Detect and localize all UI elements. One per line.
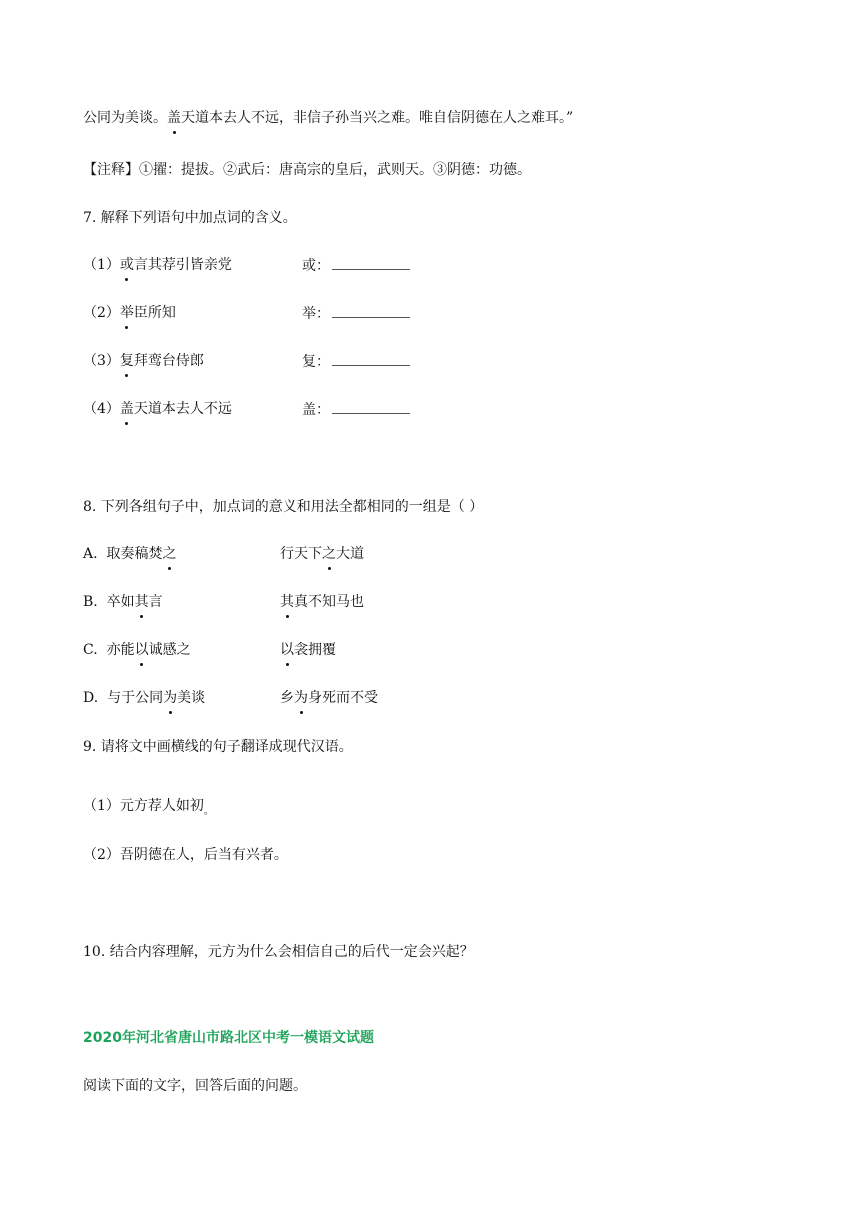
option-text: 行天下 (280, 546, 322, 562)
answer-label: 举： (302, 306, 330, 322)
dotted-char: 盖 (119, 401, 134, 417)
option-text: 身死而不受 (308, 690, 378, 706)
q7-answer-4 (302, 399, 410, 420)
dotted-char: 以 (280, 642, 294, 658)
q7-item-4 (83, 399, 232, 419)
item-text: 言其荐引皆亲党 (133, 257, 232, 273)
q8-option-b[interactable] (83, 592, 163, 612)
option-text: 美谈 (177, 690, 206, 706)
item-text: 拜鸾台侍郎 (133, 353, 204, 369)
answer-label: 复： (302, 354, 330, 370)
q8-option-d[interactable] (83, 688, 205, 708)
option-text: 衾拥覆 (294, 642, 336, 658)
answer-blank[interactable] (332, 303, 410, 318)
reading-instruction: 阅读下面的文字，回答后面的问题。 (83, 1078, 307, 1094)
dotted-char: 之 (162, 546, 177, 562)
period-mark: 。 (203, 806, 214, 817)
dotted-char: 或 (119, 257, 134, 273)
q8-option-c-second (280, 640, 336, 660)
passage-end-line (83, 108, 573, 128)
question-8-stem: 8. 下列各组句子中，加点词的意义和用法全都相同的一组是（ ） (83, 499, 484, 515)
answer-label: 盖： (302, 402, 330, 418)
dotted-char: 其 (134, 594, 149, 610)
option-text: 真不知马也 (294, 594, 364, 610)
dotted-char: 之 (322, 546, 336, 562)
option-text: 取奏稿焚 (106, 546, 163, 562)
q9-item-2: （2）吾阴德在人，后当有兴者。 (83, 847, 288, 863)
item-number: （3） (83, 353, 120, 369)
dotted-char: 其 (280, 594, 294, 610)
q7-item-1 (83, 255, 232, 275)
option-text: 卒如 (106, 594, 135, 610)
option-text: 诚感之 (148, 642, 191, 658)
item-text: 天道本去人不远 (133, 401, 232, 417)
dotted-char: 以 (134, 642, 149, 658)
option-text: 亦能 (106, 642, 135, 658)
option-letter: A. (83, 546, 98, 562)
q7-item-3 (83, 351, 204, 371)
item-number: （1） (83, 257, 120, 273)
q7-answer-1 (302, 255, 410, 276)
option-letter: C. (83, 642, 98, 658)
q7-item-2 (83, 303, 176, 323)
option-letter: D. (83, 690, 99, 706)
item-number: （4） (83, 401, 120, 417)
dotted-char: 复 (119, 353, 134, 369)
answer-label: 或： (302, 258, 330, 274)
annotation-notes: 【注释】①擢：提拔。②武后：唐高宗的皇后，武则天。③阴德：功德。 (83, 162, 531, 178)
q8-option-d-second (280, 688, 378, 708)
dotted-char: 为 (294, 690, 308, 706)
item-text: （1）元方荐人如初 (83, 798, 204, 814)
dotted-char: 为 (163, 690, 178, 706)
q8-option-c[interactable] (83, 640, 191, 660)
question-9-stem: 9. 请将文中画横线的句子翻译成现代汉语。 (83, 739, 353, 755)
q8-option-b-second (280, 592, 364, 612)
question-10-stem: 10. 结合内容理解，元方为什么会相信自己的后代一定会兴起？ (83, 944, 474, 960)
q8-option-a-second (280, 544, 364, 564)
option-text: 乡 (280, 690, 294, 706)
q9-item-1 (83, 796, 214, 822)
passage-text-pre: 公同为美谈。 (83, 110, 167, 126)
q7-answer-2 (302, 303, 410, 324)
option-text: 言 (148, 594, 163, 610)
option-text: 大道 (336, 546, 364, 562)
passage-text-post: 天道本去人不远，非信子孙当兴之难。唯自信阴德在人之难耳。” (181, 110, 574, 126)
dotted-char: 盖 (167, 110, 181, 126)
option-letter: B. (83, 594, 98, 610)
item-text: 臣所知 (133, 305, 176, 321)
answer-blank[interactable] (332, 351, 410, 366)
answer-blank[interactable] (332, 399, 410, 414)
answer-blank[interactable] (332, 255, 410, 270)
option-text: 与于公同 (107, 690, 164, 706)
item-number: （2） (83, 305, 120, 321)
section-title: 2020年河北省唐山市路北区中考一模语文试题 (83, 1030, 374, 1046)
q8-option-a[interactable] (83, 544, 176, 564)
question-7-stem: 7. 解释下列语句中加点词的含义。 (83, 210, 297, 226)
dotted-char: 举 (119, 305, 134, 321)
q7-answer-3 (302, 351, 410, 372)
